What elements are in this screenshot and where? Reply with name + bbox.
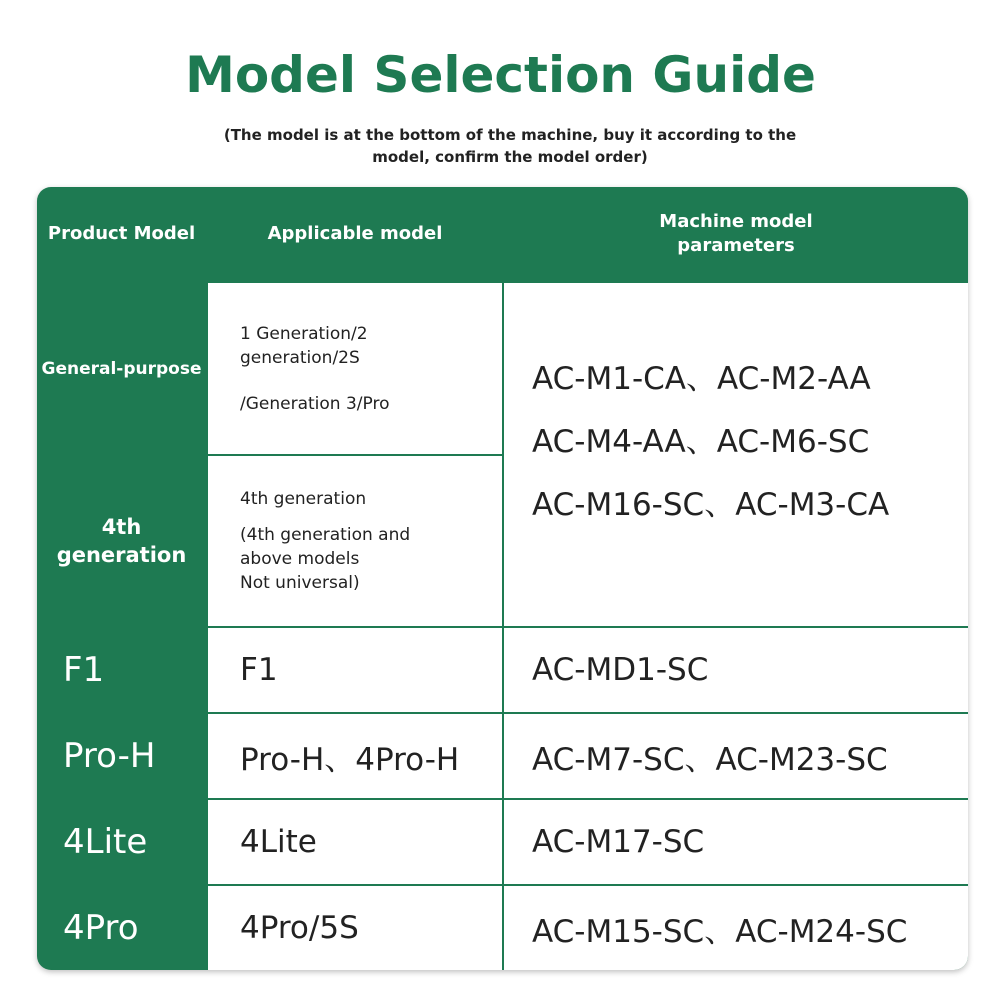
product-pro-h: Pro-H — [63, 736, 156, 776]
applicable-4pro: 4Pro/5S — [208, 886, 502, 970]
header-machine-params — [504, 187, 968, 281]
params-4pro: AC-M15-SC、AC-M24-SC — [504, 886, 968, 970]
applicable-line: above models — [240, 549, 360, 569]
params-line: AC-M1-CA、AC-M2-AA — [532, 361, 871, 397]
applicable-line: (4th generation and — [240, 525, 411, 545]
applicable-line: /Generation 3/Pro — [240, 393, 390, 414]
applicable-pro-h: Pro-H、4Pro-H — [208, 714, 502, 798]
params-line: AC-M4-AA、AC-M6-SC — [532, 424, 870, 460]
product-4lite: 4Lite — [63, 822, 148, 862]
header-params-line: parameters — [677, 235, 795, 256]
applicable-4th-generation — [208, 456, 502, 626]
subtitle-line: (The model is at the bottom of the machine, buy it according to the — [223, 126, 797, 144]
params-f1: AC-MD1-SC — [504, 628, 968, 712]
product-f1: F1 — [63, 650, 105, 690]
applicable-line: 4th generation — [240, 489, 367, 509]
params-pro-h: AC-M7-SC、AC-M23-SC — [504, 714, 968, 798]
applicable-4lite: 4Lite — [208, 800, 502, 884]
applicable-line: Not universal) — [240, 573, 360, 593]
product-line: generation — [56, 543, 187, 567]
applicable-general-purpose — [208, 283, 502, 454]
applicable-line: 1 Generation/2 — [240, 323, 368, 344]
params-general-and-4th — [504, 283, 968, 626]
header-product-model: Product Model — [47, 223, 196, 244]
model-selection-table — [37, 187, 968, 970]
header-applicable-model: Applicable model — [267, 223, 443, 244]
header-params-line: Machine model — [659, 211, 813, 232]
applicable-line: generation/2S — [240, 347, 360, 368]
product-4th-generation — [37, 456, 206, 626]
page-title: Model Selection Guide — [185, 46, 816, 104]
page-subtitle — [200, 124, 820, 168]
subtitle-line: model, confirm the model order) — [372, 148, 648, 166]
product-line: 4th — [101, 515, 142, 539]
params-4lite: AC-M17-SC — [504, 800, 968, 884]
product-4pro: 4Pro — [63, 908, 139, 948]
params-line: AC-M16-SC、AC-M3-CA — [532, 487, 890, 523]
applicable-f1: F1 — [208, 628, 502, 712]
product-general-purpose: General-purpose — [41, 358, 202, 379]
